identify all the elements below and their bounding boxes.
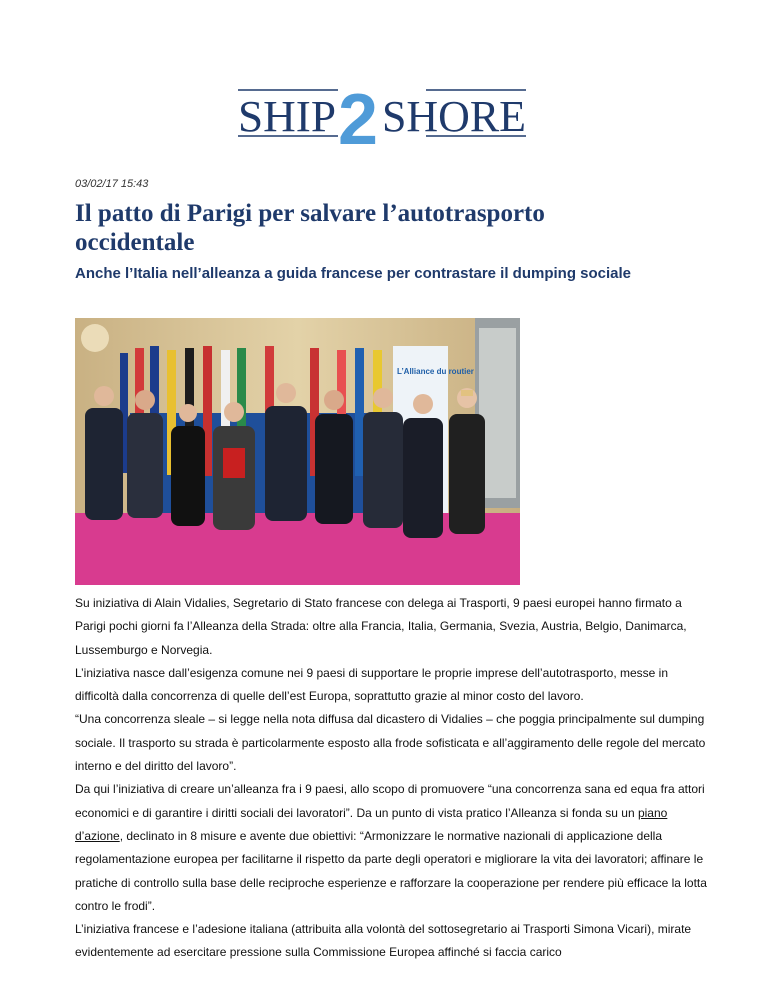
article-photo <box>75 318 520 585</box>
paragraph-2: L’iniziativa nasce dall’esigenza comune nei 9 paesi di supportare le proprie imprese dell’autotrasporto, messe in difficoltà dalla concorrenza di quelle dell’est Europa, soprattutto grazie al minor costo del lavoro. <box>75 665 668 704</box>
paragraph-3: “Una concorrenza sleale – si legge nella nota diffusa dal dicastero di Vidalies – che poggia principalmente sul dumping sociale. Il trasporto su strada è particolarmente esposto alla frode sofisticata e all’aggiramento delle regole del mercato interno e del diritto del lavoro”. <box>75 712 706 774</box>
paragraph-1: Su iniziativa di Alain Vidalies, Segretario di Stato francese con delega ai Trasporti, 9 paesi europei hanno firmato a Parigi pochi giorni fa l’Alleanza della Strada: oltre alla Francia, Italia, Germania, Svezia, Austria, Belgio, Danimarca, Lussemburgo e Norvegia. <box>75 596 687 657</box>
article-subtitle: Anche l’Italia nell’alleanza a guida francese per contrastare il dumping sociale <box>75 265 632 282</box>
ship2shore-logo[interactable] <box>238 84 526 150</box>
paragraph-4 <box>75 778 715 918</box>
logo-two-text: 2 <box>338 84 378 150</box>
paragraph-4-end: , declinato in 8 misure e avente due obiettivi: “Armonizzare le normative nazionali di applicazione della regolamentazione europea per facilitarne il rispetto da parte degli operatori e migliorare la vita dei lavoratori; affinare le pratiche di controllo sulla base delle reciproche esperienze e rafforzare la cooperazione per rendere più efficace la lotta contro le frodi”. <box>75 828 707 913</box>
piano-azione-link[interactable]: piano d’azione <box>75 805 668 843</box>
paragraph-5: L’iniziativa francese e l’adesione italiana (attribuita alla volontà del sottosegretario ai Trasporti Simona Vicari), mirate evidentemente ad esercitare pressione sulla Commissione Europea affinché si faccia carico <box>75 922 692 960</box>
article-body <box>75 592 715 965</box>
logo-ship-text: SHIP <box>238 92 336 141</box>
paragraph-4-start: Da qui l’iniziativa di creare un’alleanza fra i 9 paesi, allo scopo di promuovere “una concorrenza sana ed equa fra attori economici e di garantire i diritti sociali dei lavoratori”. Da un punto di vista pratico l’Alleanza si fonda su un <box>75 782 705 820</box>
logo-shore-text: SHORE <box>382 92 526 141</box>
photo-banner-text: L’Alliance du routier <box>397 367 474 376</box>
article-date: 03/02/17 15:43 <box>75 178 149 190</box>
article-title: Il patto di Parigi per salvare l’autotrasporto occidentale <box>75 200 545 256</box>
